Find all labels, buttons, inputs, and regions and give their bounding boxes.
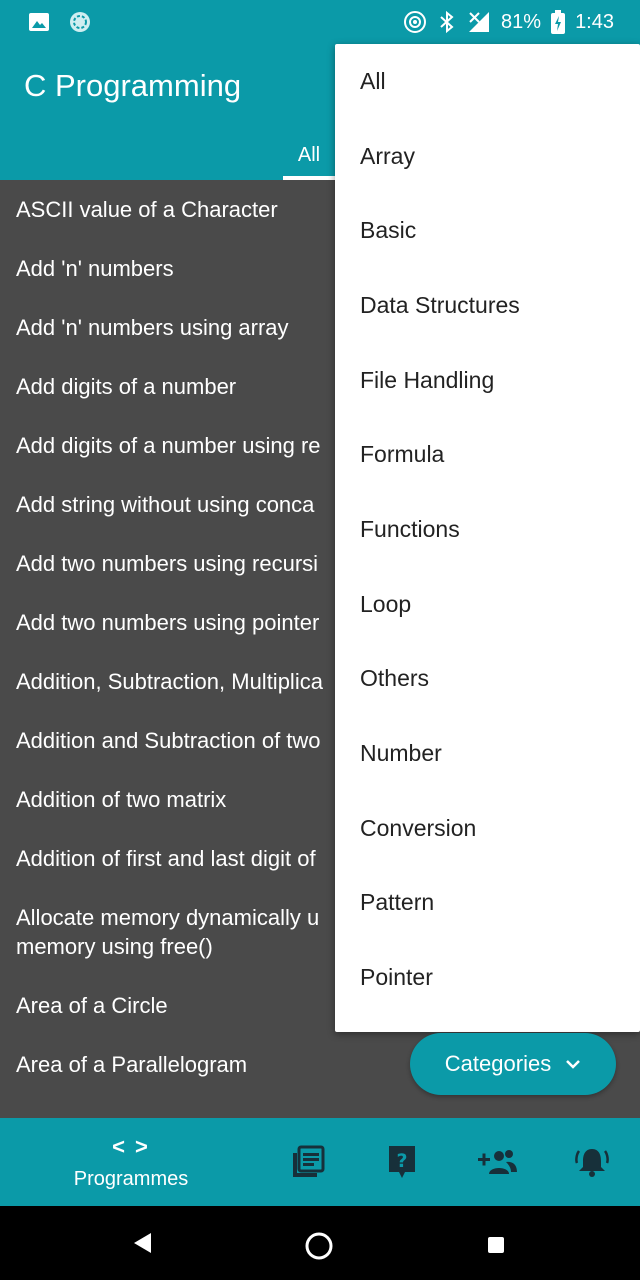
list-item[interactable]: Allocate memory dynamically u [16, 905, 320, 930]
menu-item-file-handling[interactable]: File Handling [360, 367, 495, 393]
list-item[interactable]: Addition and Subtraction of two [16, 728, 321, 753]
menu-item-formula[interactable]: Formula [360, 441, 445, 467]
menu-item-pattern[interactable]: Pattern [360, 889, 435, 915]
categories-label: Categories [444, 1051, 552, 1076]
bell-alert-icon [574, 1145, 610, 1179]
list-item[interactable]: Add digits of a number using re [16, 433, 321, 458]
menu-item-array[interactable]: Array [360, 143, 415, 169]
system-navigation-bar [0, 1206, 640, 1280]
nav-articles[interactable] [286, 1118, 330, 1206]
hotspot-icon [403, 10, 427, 34]
recents-icon[interactable] [487, 1236, 505, 1254]
menu-item-loop[interactable]: Loop [360, 591, 412, 617]
add-group-icon [476, 1148, 518, 1176]
image-notification-icon [28, 12, 50, 32]
menu-item-pointer[interactable]: Pointer [360, 964, 433, 990]
menu-item-functions[interactable]: Functions [360, 516, 460, 542]
nav-notifications[interactable] [570, 1118, 614, 1206]
question-icon [386, 1144, 418, 1180]
list-item[interactable]: Add two numbers using pointer [16, 610, 320, 635]
nav-community[interactable] [474, 1118, 520, 1206]
menu-item-conversion[interactable]: Conversion [360, 815, 477, 841]
list-item[interactable]: Addition of two matrix [16, 787, 227, 812]
list-item[interactable]: Area of a Parallelogram [16, 1052, 248, 1077]
list-item[interactable]: Area of a Circle [16, 993, 168, 1018]
list-item[interactable]: ASCII value of a Character [16, 197, 278, 222]
list-item[interactable]: Add two numbers using recursi [16, 551, 319, 576]
menu-item-basic[interactable]: Basic [360, 217, 417, 243]
clock: 1:43 [575, 10, 614, 33]
svg-text:?: ? [396, 1150, 408, 1172]
categories-button[interactable] [410, 1033, 616, 1095]
list-item[interactable]: Addition, Subtraction, Multiplica [16, 669, 323, 694]
code-icon: < > [112, 1133, 150, 1159]
home-icon[interactable] [304, 1231, 334, 1261]
list-item[interactable]: Add digits of a number [16, 374, 237, 399]
category-menu [335, 44, 640, 1032]
bluetooth-icon [437, 10, 457, 34]
nav-programmes[interactable] [60, 1118, 202, 1206]
nav-programmes-label: Programmes [73, 1167, 189, 1190]
list-item[interactable]: Add 'n' numbers [16, 256, 174, 281]
sync-notification-icon [68, 10, 92, 34]
list-item-continuation[interactable]: memory using free() [16, 934, 213, 959]
page-title: C Programming [24, 68, 242, 103]
menu-item-data-structures[interactable]: Data Structures [360, 292, 520, 318]
menu-item-all[interactable]: All [360, 68, 386, 94]
list-item[interactable]: Add 'n' numbers using array [16, 315, 289, 340]
menu-item-number[interactable]: Number [360, 740, 442, 766]
library-books-icon [291, 1145, 325, 1179]
tab-all[interactable]: All [297, 144, 321, 166]
battery-charging-icon [551, 10, 565, 34]
signal-icon [467, 10, 491, 34]
battery-percent: 81% [501, 10, 542, 33]
list-item[interactable]: Addition of first and last digit of [16, 846, 316, 871]
nav-quiz[interactable] [380, 1118, 424, 1206]
bottom-navigation [0, 1118, 640, 1206]
chevron-down-icon [565, 1058, 581, 1070]
list-item[interactable]: Add string without using conca [16, 492, 315, 517]
back-icon[interactable] [133, 1232, 153, 1254]
menu-item-others[interactable]: Others [360, 665, 430, 691]
status-bar [0, 0, 640, 44]
